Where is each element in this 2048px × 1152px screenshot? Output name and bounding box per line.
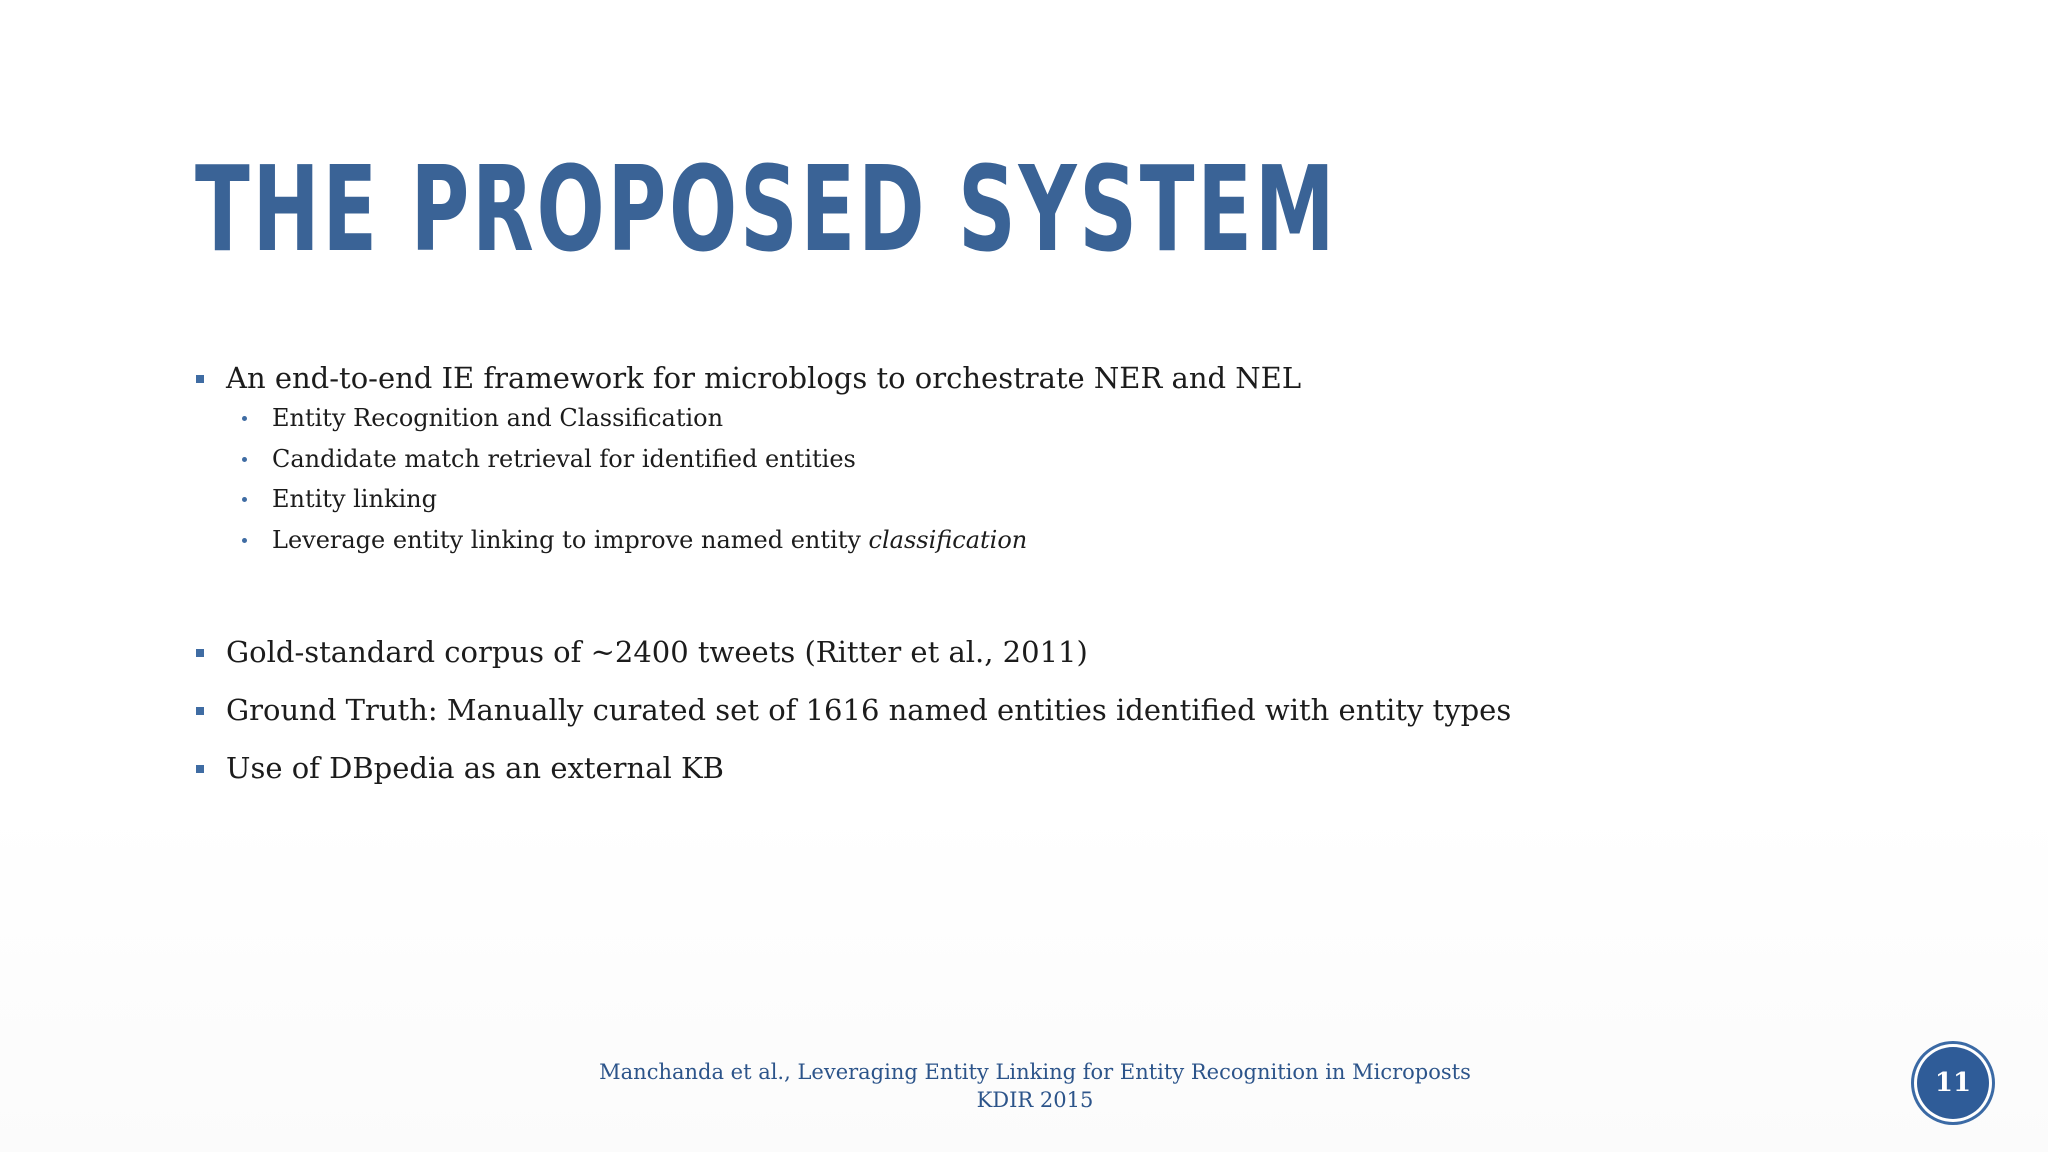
sub-bullet-text: Leverage entity linking to improve named entity — [272, 525, 869, 554]
dot-bullet-icon — [242, 538, 247, 543]
bullet-text: Gold-standard corpus of ~2400 tweets (Ritter et al., 2011) — [226, 635, 1088, 669]
emphasis-classification: classification — [868, 525, 1028, 554]
dot-bullet-icon — [242, 497, 247, 502]
sub-bullet-text: Candidate match retrieval for identified entities — [272, 444, 856, 473]
page-number-badge — [1917, 1047, 1989, 1119]
square-bullet-icon — [196, 707, 204, 715]
footer-citation: Manchanda et al., Leveraging Entity Linking for Entity Recognition in Microposts — [599, 1060, 1471, 1084]
dot-bullet-icon — [242, 416, 247, 421]
sub-bullet-entity-linking — [195, 479, 1895, 520]
spacer — [195, 560, 1895, 632]
square-bullet-icon — [196, 649, 204, 657]
bullet-gold-standard-corpus — [195, 632, 1895, 672]
square-bullet-icon — [196, 765, 204, 773]
footer-venue: KDIR 2015 — [976, 1088, 1094, 1112]
bullet-ie-framework — [195, 358, 1895, 398]
bullet-ground-truth — [195, 690, 1895, 730]
sub-bullet-text: Entity Recognition and Classification — [272, 404, 724, 432]
sub-bullet-leverage-linking — [195, 520, 1895, 561]
square-bullet-icon — [196, 375, 204, 383]
dot-bullet-icon — [242, 457, 247, 462]
page-number: 11 — [1934, 1068, 1972, 1098]
bullet-text: An end-to-end IE framework for microblogs to orchestrate NER and NEL — [226, 361, 1302, 395]
slide-footer — [0, 1058, 2048, 1114]
sub-bullet-entity-recognition — [195, 398, 1895, 439]
sub-bullet-text: Entity linking — [272, 485, 437, 513]
slide-title: THE PROPOSED SYSTEM — [195, 140, 1338, 278]
bullet-text: Ground Truth: Manually curated set of 1616 named entities identified with entity types — [226, 693, 1512, 727]
sub-bullet-candidate-retrieval — [195, 439, 1895, 480]
bullet-text: Use of DBpedia as an external KB — [226, 751, 724, 785]
slide-content — [195, 358, 1895, 788]
bullet-dbpedia — [195, 748, 1895, 788]
